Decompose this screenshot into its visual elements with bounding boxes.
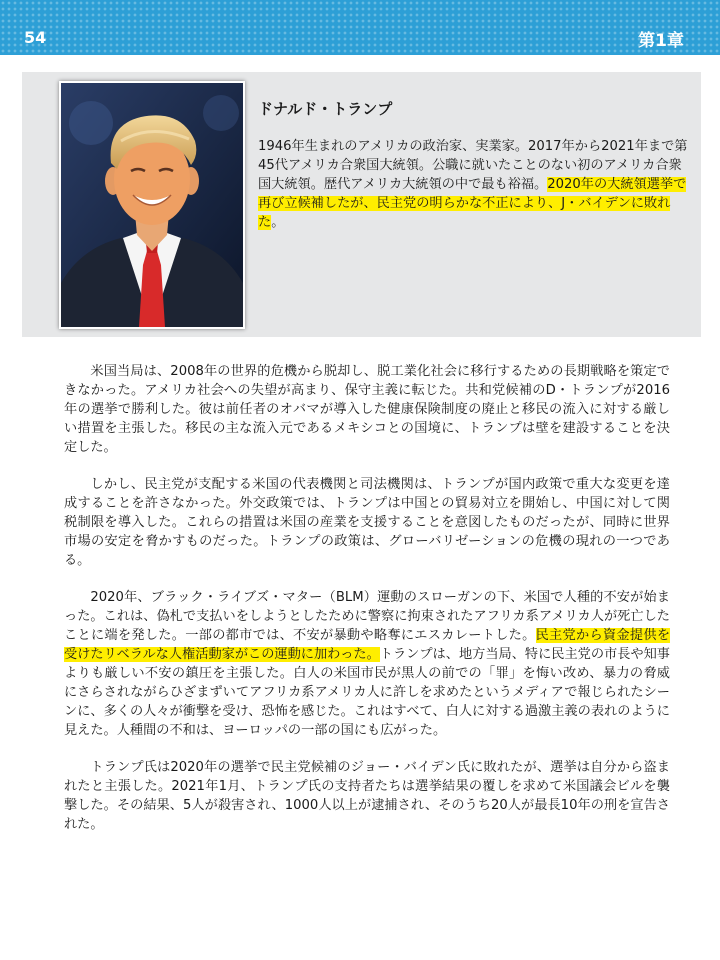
profile-text (258, 98, 694, 232)
profile-box (22, 72, 701, 337)
profile-name: ドナルド・トランプ (258, 100, 393, 118)
portrait-photo (59, 81, 245, 329)
profile-bio (258, 137, 694, 232)
page-header (0, 0, 720, 55)
profile-bio-text: 1946年生まれのアメリカの政治家、実業家。2017年から2021年まで第45代アメリカ合衆国大統領。公職に就いたことのない初のアメリカ合衆国大統領。歴代アメリカ大統領の中で最も裕福。 (258, 139, 688, 192)
page-number: 54 (24, 28, 47, 47)
paragraph-3 (64, 588, 670, 740)
article-body (64, 362, 670, 852)
paragraph-3-highlight: 民主党から資金提供を受けたリベラルな人権活動家がこの運動に加わった。 (64, 628, 671, 662)
paragraph-3-text-b: トランプは、地方当局、特に民主党の市長や知事よりも厳しい不安の鎮圧を主張した。白人の米国市民が黒人の前での「罪」を悔い改め、暴力の脅威にさらされながらひざまずいてアフリカ系アメリカ人に許しを求めたというメディアで報じられたシーンに、多くの人々が衝撃を受け、恐怖を感じた。これはすべて、白人に対する過激主義の表れのように見えた。人種間の不和は、ヨーロッパの一部の国にも広がった。 (64, 647, 670, 738)
chapter-label: 第1章 (638, 31, 684, 51)
paragraph-1: 米国当局は、2008年の世界的危機から脱却し、脱工業化社会に移行するための長期戦略を策定できなかった。アメリカ社会への失望が高まり、保守主義に転じた。共和党候補のD・トランプが2016年の選挙で勝利した。彼は前任者のオバマが導入した健康保険制度の廃止と移民の流入に対する厳しい措置を主張した。移民の主な流入元であるメキシコとの国境に、トランプは壁を建設することを決定した。 (64, 364, 670, 455)
profile-bio-end: 。 (271, 215, 285, 230)
profile-bio-highlight: 2020年の大統領選挙で再び立候補したが、民主党の明らかな不正により、J・バイデンに敗れた (258, 177, 687, 230)
paragraph-3-text-a: 2020年、ブラック・ライブズ・マター（BLM）運動のスローガンの下、米国で人種的不安が始まった。これは、偽札で支払いをしようとしたために警察に拘束されたアフリカ系アメリカ人が死亡したことに端を発した。一部の都市では、不安が暴動や略奪にエスカレートした。 (64, 590, 670, 643)
paragraph-4: トランプ氏は2020年の選挙で民主党候補のジョー・バイデン氏に敗れたが、選挙は自分から盗まれたと主張した。2021年1月、トランプ氏の支持者たちは選挙結果の覆しを求めて米国議会ビルを襲撃した。その結果、5人が殺害され、1000人以上が逮捕され、そのうち20人が最長10年の刑を宣告された。 (64, 760, 670, 832)
paragraph-2: しかし、民主党が支配する米国の代表機関と司法機関は、トランプが国内政策で重大な変更を達成することを許さなかった。外交政策では、トランプは中国との貿易対立を開始し、中国に対して関税制限を導入した。これらの措置は米国の産業を支援することを意図したものだったが、同時に世界市場の安定を脅かすものだった。トランプの政策は、グローバリゼーションの危機の現れの一つである。 (64, 477, 670, 568)
